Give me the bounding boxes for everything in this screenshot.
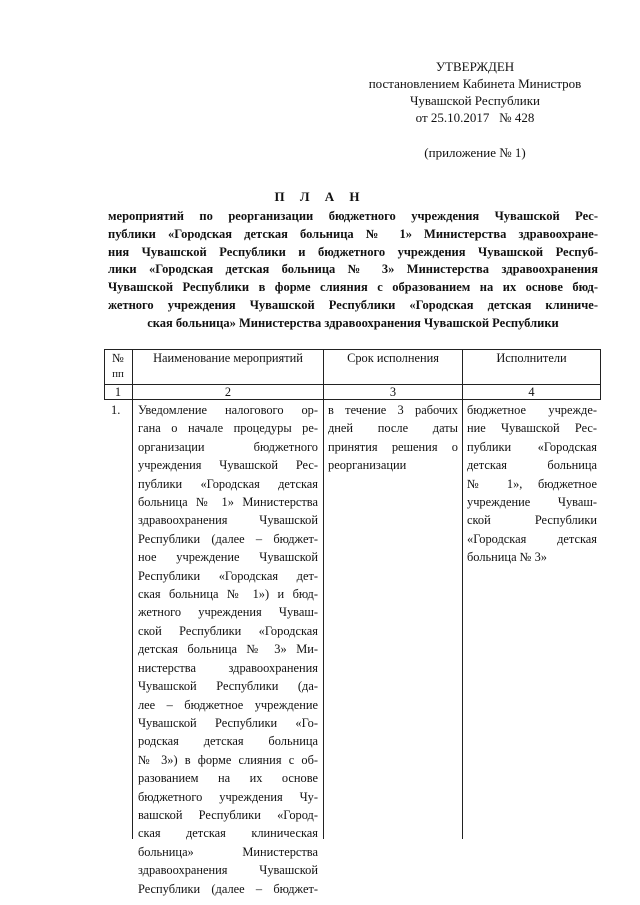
approval-line-2: Чувашской Республики bbox=[409, 93, 541, 108]
name-line: ное учреждение Чувашской bbox=[138, 550, 318, 565]
subtitle-line: Чувашской Республики в форме слияния с образованием на их основе бюд- bbox=[108, 280, 598, 295]
deadline-line: реорганизации bbox=[328, 458, 407, 473]
name-line: № 3») в форме слияния с об- bbox=[138, 752, 318, 767]
name-line: больница» Министерства bbox=[138, 844, 318, 859]
name-line: родская детская больница bbox=[138, 734, 318, 749]
approval-line-3: от 25.10.2017 № 428 bbox=[415, 110, 535, 125]
subtitle-line: лики «Городская детская больница № 3» Министерства здравоохранения bbox=[108, 262, 598, 277]
executor-line: публики «Городская bbox=[467, 439, 597, 454]
name-line: Республики (далее – бюджет- bbox=[138, 531, 318, 546]
executor-line: больница № 3» bbox=[467, 550, 547, 565]
table-col-divider bbox=[132, 349, 133, 839]
executor-line: ние Чувашской Рес- bbox=[467, 421, 597, 436]
executor-line: ской Республики bbox=[467, 513, 597, 528]
approval-heading: УТВЕРЖДЕН bbox=[435, 59, 515, 74]
column-number: 1 bbox=[114, 385, 122, 399]
column-number: 2 bbox=[224, 385, 232, 399]
row-number: 1. bbox=[111, 403, 121, 417]
name-line: Чувашской Республики (да- bbox=[138, 679, 318, 694]
subtitle-line: ская больница» Министерства здравоохранения Чувашской Республики bbox=[147, 315, 559, 330]
header-executors: Исполнители bbox=[496, 351, 567, 365]
name-line: публики «Городская детская bbox=[138, 476, 318, 491]
name-line: здравоохранения Чувашской bbox=[138, 513, 318, 528]
table-col-divider bbox=[462, 349, 463, 839]
executor-line: бюджетное учрежде- bbox=[467, 403, 597, 417]
name-line: жетного учреждения Чуваш- bbox=[138, 605, 318, 620]
name-line: здравоохранения Чувашской bbox=[138, 863, 318, 878]
name-line: Уведомление налогового ор- bbox=[138, 403, 318, 417]
subtitle-line: жетного учреждения Чувашской Республики «Городская детская клиниче- bbox=[108, 297, 598, 312]
deadline-line: дней после даты bbox=[328, 421, 458, 436]
name-line: ская детская клиническая bbox=[138, 826, 318, 841]
name-line: больница № 1» Министерства bbox=[138, 495, 318, 510]
header-num-line: № bbox=[112, 351, 124, 365]
header-num-line: пп bbox=[112, 368, 124, 380]
name-line: Чувашской Республики «Го- bbox=[138, 715, 318, 730]
plan-title: П Л А Н bbox=[274, 189, 366, 204]
name-line: вашской Республики «Город- bbox=[138, 807, 318, 822]
deadline-line: в течение 3 рабочих bbox=[328, 403, 458, 417]
subtitle-line: публики «Городская детская больница № 1» Министерства здравоохране- bbox=[108, 226, 598, 241]
column-number: 3 bbox=[389, 385, 397, 399]
name-line: бюджетного учреждения Чу- bbox=[138, 789, 318, 804]
appendix-note: (приложение № 1) bbox=[424, 145, 526, 160]
row-name-cell bbox=[138, 401, 318, 898]
executor-line: детская больница bbox=[467, 458, 597, 473]
subtitle-line: мероприятий по реорганизации бюджетного учреждения Чувашской Рес- bbox=[108, 209, 598, 223]
deadline-line: принятия решения о bbox=[328, 439, 458, 454]
name-line: нистерства здравоохранения bbox=[138, 660, 318, 675]
name-line: Республики (далее – бюджет- bbox=[138, 881, 318, 896]
executor-line: учреждение Чуваш- bbox=[467, 495, 597, 510]
column-number: 4 bbox=[528, 385, 535, 399]
name-line: гана о начале процедуры ре- bbox=[138, 421, 318, 436]
table-col-divider bbox=[323, 349, 324, 839]
header-name: Наименование мероприятий bbox=[153, 351, 303, 365]
name-line: Республики «Городская дет- bbox=[138, 568, 318, 583]
header-deadline: Срок исполнения bbox=[347, 351, 439, 365]
executor-line: «Городская детская bbox=[467, 531, 597, 546]
row-deadline-cell bbox=[328, 401, 458, 475]
header-num bbox=[104, 350, 132, 382]
subtitle-line: ния Чувашской Республики и бюджетного учреждения Чувашской Респуб- bbox=[108, 244, 598, 259]
executor-line: № 1», бюджетное bbox=[467, 476, 597, 491]
name-line: лее – бюджетное учреждение bbox=[138, 697, 318, 712]
approval-line-1: постановлением Кабинета Министров bbox=[368, 76, 582, 91]
name-line: учреждения Чувашской Рес- bbox=[138, 458, 318, 473]
plan-subtitle bbox=[108, 208, 598, 333]
name-line: ской Республики «Городская bbox=[138, 623, 318, 638]
name-line: разованием на их основе bbox=[138, 771, 318, 786]
name-line: детская больница № 3» Ми- bbox=[138, 642, 318, 657]
row-executors-cell bbox=[467, 401, 597, 567]
name-line: ская больница № 1») и бюд- bbox=[138, 587, 318, 602]
name-line: организации бюджетного bbox=[138, 439, 318, 454]
approval-block bbox=[345, 58, 605, 161]
table-right-border bbox=[600, 349, 601, 399]
